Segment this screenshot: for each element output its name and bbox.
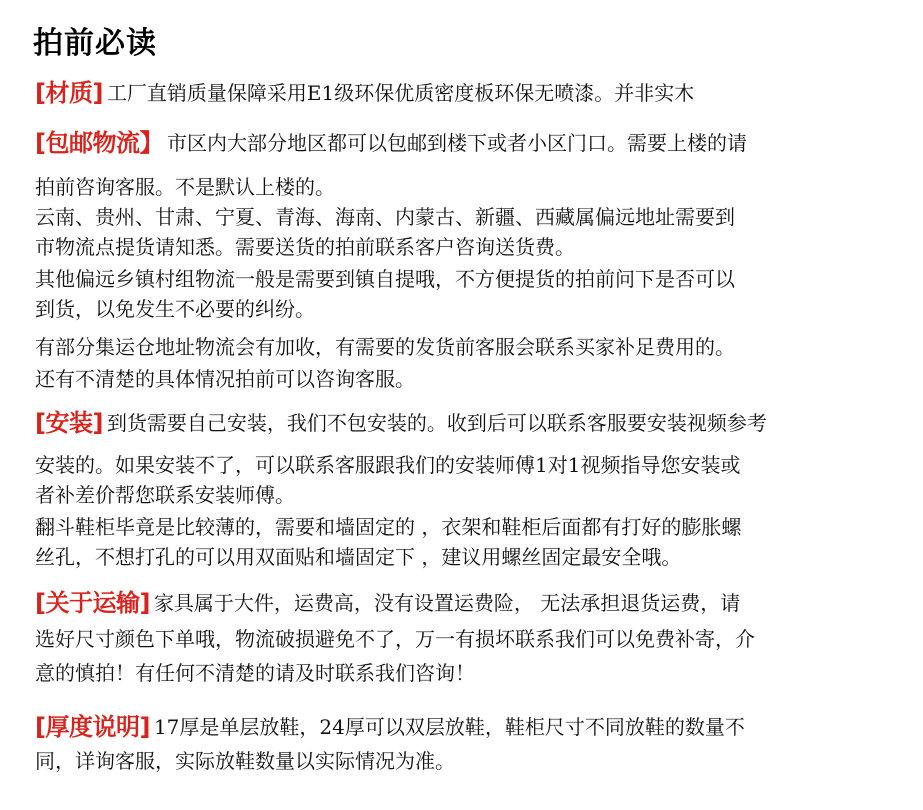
thickness-line-1: [厚度说明] 17厚是单层放鞋，24厚可以双层放鞋，鞋柜尺寸不同放鞋的数量不 [35, 713, 745, 741]
shipping-line-6: 到货，以免发生不必要的纠纷。 [35, 297, 315, 321]
shipping-line-2: 拍前咨询客服。不是默认上楼的。 [35, 175, 335, 199]
shipping-line-1: [包邮物流】 市区内大部分地区都可以包邮到楼下或者小区门口。需要上楼的请 [35, 129, 747, 157]
installation-line-1: [安装] 到货需要自己安装，我们不包安装的。收到后可以联系客服要安装视频参考 [35, 409, 767, 437]
transport-line-1: [关于运输] 家具属于大件，运费高，没有设置运费险， 无法承担退货运费，请 [35, 589, 741, 617]
section-tag-thickness: [厚度说明] [35, 713, 150, 741]
transport-line-2: 选好尺寸颜色下单哦，物流破损避免不了，万一有损坏联系我们可以免费补寄，介 [35, 627, 755, 651]
shipping-line-3: 云南、贵州、甘肃、宁夏、青海、海南、内蒙古、新疆、西藏属偏远地址需要到 [35, 205, 735, 229]
installation-line-3: 者补差价帮您联系安装师傅。 [35, 483, 295, 507]
material-line-1: [材质] 工厂直销质量保障采用E1级环保优质密度板环保无喷漆。并非实木 [35, 79, 695, 107]
section-tag-installation: [安装] [35, 409, 103, 437]
page-title: 拍前必读 [33, 26, 157, 61]
shipping-line-5: 其他偏远乡镇村组物流一般是需要到镇自提哦，不方便提货的拍前问下是否可以 [35, 267, 735, 291]
installation-line-2: 安装的。如果安装不了，可以联系客服跟我们的安装师傅1对1视频指导您安装或 [35, 453, 741, 477]
installation-line-5: 丝孔，不想打孔的可以用双面贴和墙固定下 ，建议用螺丝固定最安全哦。 [35, 545, 682, 569]
installation-line-4: 翻斗鞋柜毕竟是比较薄的，需要和墙固定的 ，衣架和鞋柜后面都有打好的膨胀螺 [35, 515, 742, 539]
section-tag-shipping: [包邮物流】 [35, 129, 163, 157]
shipping-line-7: 有部分集运仓地址物流会有加收，有需要的发货前客服会联系买家补足费用的。 [35, 335, 735, 359]
section-tag-material: [材质] [35, 79, 103, 107]
thickness-line-2: 同，详询客服，实际放鞋数量以实际情况为准。 [35, 749, 455, 773]
shipping-line-4: 市物流点提货请知悉。需要送货的拍前联系客户咨询送货费。 [35, 235, 575, 259]
shipping-line-8: 还有不清楚的具体情况拍前可以咨询客服。 [35, 367, 415, 391]
section-tag-transport: [关于运输] [35, 589, 150, 617]
transport-line-3: 意的慎拍！有任何不清楚的请及时联系我们咨询！ [35, 661, 475, 685]
